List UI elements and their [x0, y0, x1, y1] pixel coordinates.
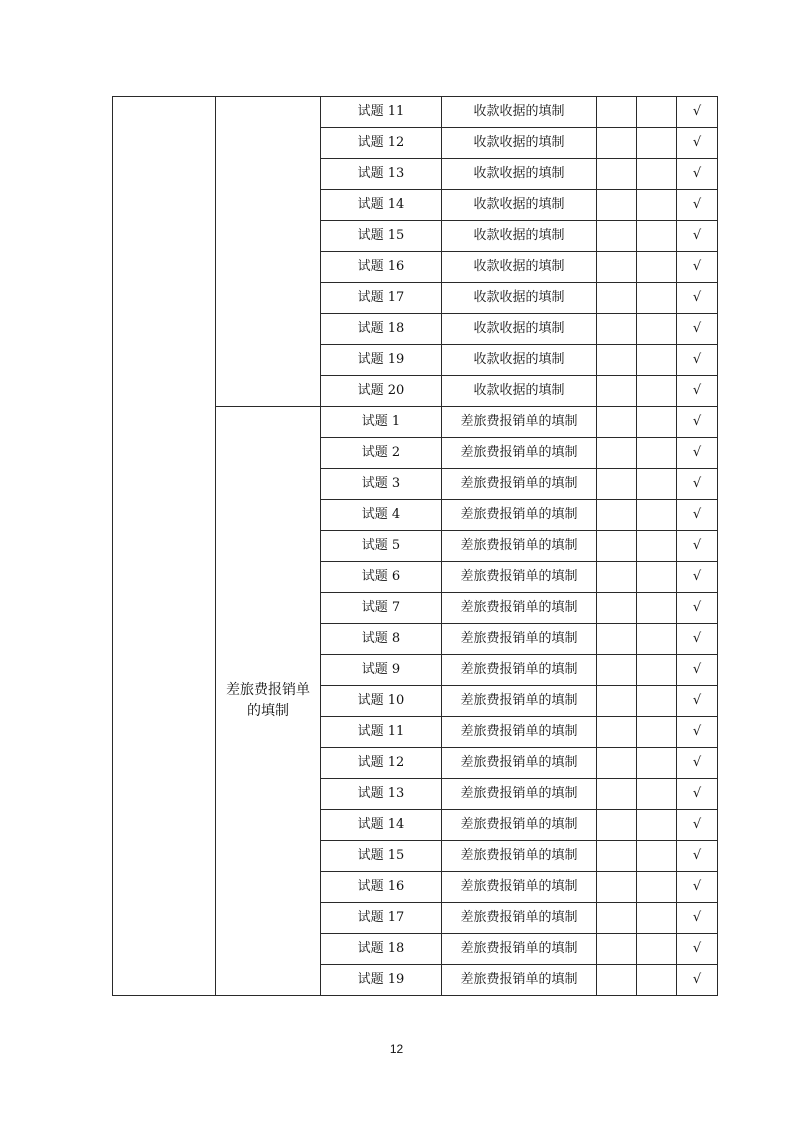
table-row [113, 97, 718, 128]
check-cell: √ [677, 531, 718, 562]
item-cell: 试题 12 [321, 128, 442, 159]
check-cell: √ [677, 841, 718, 872]
item-cell: 试题 14 [321, 190, 442, 221]
item-cell: 试题 20 [321, 376, 442, 407]
mark-cell-6 [637, 283, 677, 314]
content-cell: 差旅费报销单的填制 [442, 562, 597, 593]
mark-cell-6 [637, 903, 677, 934]
item-cell: 试题 11 [321, 717, 442, 748]
check-cell: √ [677, 469, 718, 500]
mark-cell-5 [597, 779, 637, 810]
mark-cell-6 [637, 748, 677, 779]
item-cell: 试题 7 [321, 593, 442, 624]
item-cell: 试题 19 [321, 345, 442, 376]
content-cell: 差旅费报销单的填制 [442, 841, 597, 872]
check-cell: √ [677, 407, 718, 438]
content-cell: 差旅费报销单的填制 [442, 965, 597, 996]
check-cell: √ [677, 376, 718, 407]
mark-cell-6 [637, 252, 677, 283]
item-cell: 试题 6 [321, 562, 442, 593]
mark-cell-5 [597, 407, 637, 438]
table-body [113, 97, 718, 996]
mark-cell-6 [637, 159, 677, 190]
mark-cell-5 [597, 841, 637, 872]
mark-cell-5 [597, 872, 637, 903]
content-cell: 差旅费报销单的填制 [442, 810, 597, 841]
item-cell: 试题 16 [321, 872, 442, 903]
content-cell: 收款收据的填制 [442, 190, 597, 221]
check-cell: √ [677, 500, 718, 531]
mark-cell-6 [637, 190, 677, 221]
group-b-label-cell: 差旅费报销单的填制 [216, 407, 321, 996]
content-cell: 差旅费报销单的填制 [442, 717, 597, 748]
check-cell: √ [677, 314, 718, 345]
content-cell: 差旅费报销单的填制 [442, 872, 597, 903]
check-cell: √ [677, 252, 718, 283]
content-cell: 收款收据的填制 [442, 345, 597, 376]
item-cell: 试题 9 [321, 655, 442, 686]
item-cell: 试题 17 [321, 903, 442, 934]
content-cell: 差旅费报销单的填制 [442, 779, 597, 810]
mark-cell-6 [637, 965, 677, 996]
mark-cell-5 [597, 965, 637, 996]
mark-cell-5 [597, 469, 637, 500]
content-cell: 差旅费报销单的填制 [442, 624, 597, 655]
item-cell: 试题 15 [321, 221, 442, 252]
content-cell: 差旅费报销单的填制 [442, 748, 597, 779]
item-cell: 试题 8 [321, 624, 442, 655]
page-number: 12 [389, 1042, 404, 1056]
item-cell: 试题 18 [321, 314, 442, 345]
item-cell: 试题 3 [321, 469, 442, 500]
content-cell: 差旅费报销单的填制 [442, 593, 597, 624]
group-a-label-cell [216, 97, 321, 407]
item-cell: 试题 14 [321, 810, 442, 841]
content-cell: 收款收据的填制 [442, 314, 597, 345]
mark-cell-5 [597, 252, 637, 283]
mark-cell-5 [597, 655, 637, 686]
content-cell: 收款收据的填制 [442, 252, 597, 283]
mark-cell-5 [597, 903, 637, 934]
item-cell: 试题 16 [321, 252, 442, 283]
mark-cell-6 [637, 407, 677, 438]
item-cell: 试题 5 [321, 531, 442, 562]
check-cell: √ [677, 624, 718, 655]
content-cell: 收款收据的填制 [442, 128, 597, 159]
content-cell: 差旅费报销单的填制 [442, 686, 597, 717]
item-cell: 试题 13 [321, 779, 442, 810]
content-cell: 收款收据的填制 [442, 159, 597, 190]
mark-cell-6 [637, 624, 677, 655]
check-cell: √ [677, 779, 718, 810]
mark-cell-6 [637, 438, 677, 469]
content-cell: 差旅费报销单的填制 [442, 531, 597, 562]
check-cell: √ [677, 717, 718, 748]
check-cell: √ [677, 97, 718, 128]
content-cell: 差旅费报销单的填制 [442, 407, 597, 438]
content-cell: 收款收据的填制 [442, 283, 597, 314]
item-cell: 试题 15 [321, 841, 442, 872]
mark-cell-6 [637, 779, 677, 810]
check-cell: √ [677, 438, 718, 469]
item-cell: 试题 13 [321, 159, 442, 190]
content-cell: 差旅费报销单的填制 [442, 655, 597, 686]
mark-cell-6 [637, 469, 677, 500]
mark-cell-6 [637, 655, 677, 686]
item-cell: 试题 10 [321, 686, 442, 717]
check-cell: √ [677, 562, 718, 593]
check-cell: √ [677, 934, 718, 965]
mark-cell-5 [597, 748, 637, 779]
mark-cell-6 [637, 531, 677, 562]
content-cell: 差旅费报销单的填制 [442, 469, 597, 500]
mark-cell-6 [637, 934, 677, 965]
check-cell: √ [677, 872, 718, 903]
mark-cell-6 [637, 717, 677, 748]
mark-cell-6 [637, 810, 677, 841]
content-cell: 差旅费报销单的填制 [442, 438, 597, 469]
mark-cell-6 [637, 593, 677, 624]
mark-cell-6 [637, 376, 677, 407]
check-cell: √ [677, 686, 718, 717]
item-cell: 试题 4 [321, 500, 442, 531]
check-cell: √ [677, 655, 718, 686]
check-cell: √ [677, 748, 718, 779]
mark-cell-6 [637, 686, 677, 717]
mark-cell-5 [597, 283, 637, 314]
item-cell: 试题 17 [321, 283, 442, 314]
check-cell: √ [677, 965, 718, 996]
item-cell: 试题 12 [321, 748, 442, 779]
mark-cell-6 [637, 872, 677, 903]
mark-cell-5 [597, 128, 637, 159]
item-cell: 试题 1 [321, 407, 442, 438]
mark-cell-5 [597, 438, 637, 469]
mark-cell-6 [637, 314, 677, 345]
mark-cell-5 [597, 190, 637, 221]
content-cell: 差旅费报销单的填制 [442, 934, 597, 965]
mark-cell-5 [597, 531, 637, 562]
check-cell: √ [677, 283, 718, 314]
check-cell: √ [677, 903, 718, 934]
mark-cell-5 [597, 624, 637, 655]
content-cell: 收款收据的填制 [442, 376, 597, 407]
content-cell: 差旅费报销单的填制 [442, 500, 597, 531]
mark-cell-5 [597, 593, 637, 624]
mark-cell-5 [597, 221, 637, 252]
check-cell: √ [677, 345, 718, 376]
mark-cell-5 [597, 500, 637, 531]
check-cell: √ [677, 190, 718, 221]
category-cell [113, 97, 216, 996]
check-cell: √ [677, 593, 718, 624]
mark-cell-5 [597, 717, 637, 748]
content-cell: 收款收据的填制 [442, 97, 597, 128]
mark-cell-6 [637, 128, 677, 159]
content-cell: 收款收据的填制 [442, 221, 597, 252]
check-cell: √ [677, 810, 718, 841]
item-cell: 试题 2 [321, 438, 442, 469]
item-cell: 试题 18 [321, 934, 442, 965]
check-cell: √ [677, 221, 718, 252]
mark-cell-5 [597, 686, 637, 717]
check-cell: √ [677, 128, 718, 159]
mark-cell-5 [597, 314, 637, 345]
mark-cell-5 [597, 562, 637, 593]
exam-item-table [112, 96, 718, 996]
mark-cell-6 [637, 345, 677, 376]
mark-cell-5 [597, 97, 637, 128]
mark-cell-5 [597, 934, 637, 965]
mark-cell-6 [637, 562, 677, 593]
item-cell: 试题 11 [321, 97, 442, 128]
item-cell: 试题 19 [321, 965, 442, 996]
content-cell: 差旅费报销单的填制 [442, 903, 597, 934]
mark-cell-5 [597, 345, 637, 376]
mark-cell-6 [637, 97, 677, 128]
mark-cell-6 [637, 221, 677, 252]
mark-cell-5 [597, 159, 637, 190]
check-cell: √ [677, 159, 718, 190]
mark-cell-5 [597, 810, 637, 841]
mark-cell-6 [637, 500, 677, 531]
mark-cell-6 [637, 841, 677, 872]
mark-cell-5 [597, 376, 637, 407]
